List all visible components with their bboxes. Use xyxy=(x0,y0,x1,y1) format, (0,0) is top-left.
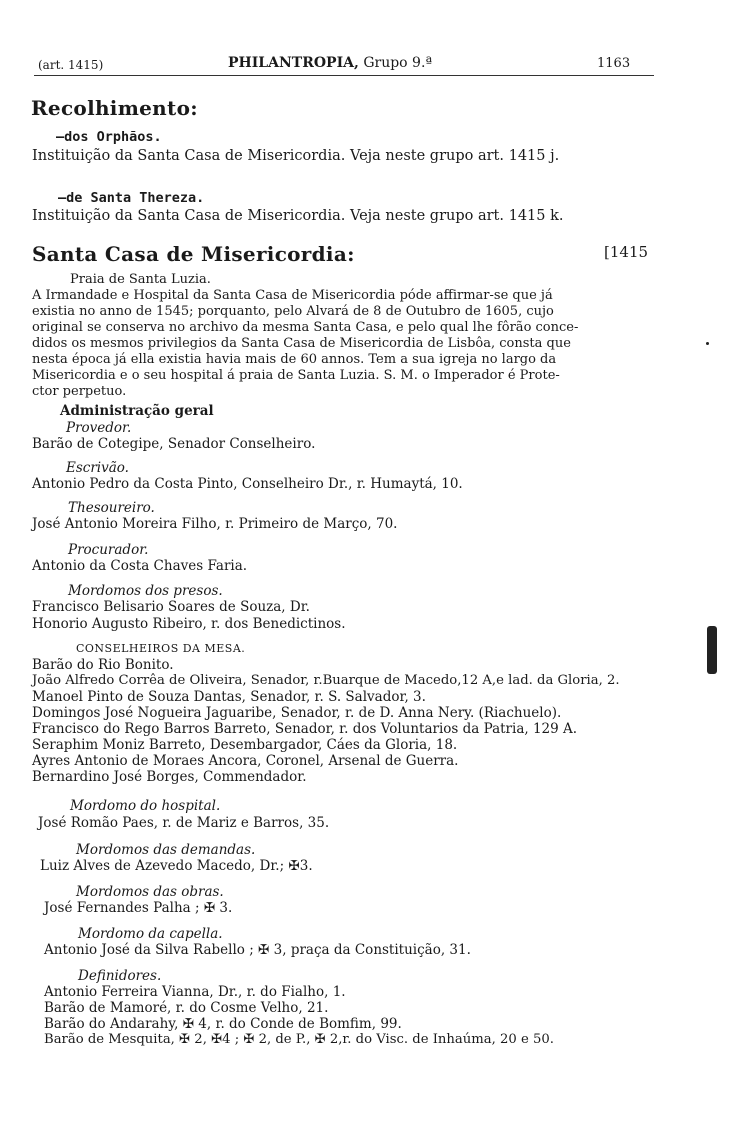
conselheiro-item: Francisco do Rego Barros Barreto, Senador, r. dos Voluntarios da Patria, 129 A. xyxy=(32,721,578,737)
paragraph-line: existia no anno de 1545; porquanto, pelo Alvará de 8 de Outubro de 1605, cujo xyxy=(32,304,554,319)
thesoureiro-label: Thesoureiro. xyxy=(68,500,155,516)
definidor-item: Antonio Ferreira Vianna, Dr., r. do Fialho, 1. xyxy=(44,984,346,1000)
mordomos-obras-name: José Fernandes Palha ; ✠ 3. xyxy=(44,900,233,916)
conselheiro-item: Barão do Rio Bonito. xyxy=(32,657,174,673)
paragraph-line: ctor perpetuo. xyxy=(32,384,127,399)
page-number: 1163 xyxy=(597,56,631,71)
mordomos-obras-label: Mordomos das obras. xyxy=(76,884,224,900)
provedor-name: Barão de Cotegipe, Senador Conselheiro. xyxy=(32,436,316,452)
definidores-label: Definidores. xyxy=(78,968,162,984)
header-title-rest: Grupo 9.ª xyxy=(363,55,433,71)
definidor-item: Barão de Mesquita, ✠ 2, ✠4 ; ✠ 2, de P., ✠ 2,r. do Visc. de Inhaúma, 20 e 50. xyxy=(44,1032,554,1047)
paragraph-line: Misericordia e o seu hospital á praia de Santa Luzia. S. M. o Imperador é Prote- xyxy=(32,368,560,383)
ink-speck xyxy=(706,342,709,345)
mordomos-demandas-name: Luiz Alves de Azevedo Macedo, Dr.; ✠3. xyxy=(40,858,313,874)
header-article-ref: (art. 1415) xyxy=(38,58,104,72)
paragraph-line: nesta época já ella existia havia mais de 60 annos. Tem a sua igreja no largo da xyxy=(32,352,557,367)
paragraph-line: didos os mesmos privilegios da Santa Casa de Misericordia de Lisbôa, consta que xyxy=(32,336,571,351)
escrivao-name: Antonio Pedro da Costa Pinto, Conselheiro Dr., r. Humaytá, 10. xyxy=(32,476,463,492)
mordomos-demandas-label: Mordomos das demandas. xyxy=(76,842,256,858)
santa-casa-ref: [1415 xyxy=(604,243,649,261)
escrivao-label: Escrivão. xyxy=(66,460,129,476)
conselheiro-item: Seraphim Moniz Barreto, Desembargador, Cáes da Gloria, 18. xyxy=(32,737,458,753)
definidor-item: Barão de Mamoré, r. do Cosme Velho, 21. xyxy=(44,1000,329,1016)
procurador-name: Antonio da Costa Chaves Faria. xyxy=(32,558,248,574)
thereza-title: —de Santa Thereza. xyxy=(58,190,205,206)
conselheiro-item: Bernardino José Borges, Commendador. xyxy=(32,769,307,785)
mordomo-hospital-label: Mordomo do hospital. xyxy=(70,798,221,814)
header-title xyxy=(228,55,432,71)
procurador-label: Procurador. xyxy=(68,542,149,558)
thesoureiro-name: José Antonio Moreira Filho, r. Primeiro de Março, 70. xyxy=(32,516,398,532)
mordomos-presos-item: Francisco Belisario Soares de Souza, Dr. xyxy=(32,599,310,615)
mordomo-capella-label: Mordomo da capella. xyxy=(78,926,223,942)
mordomos-presos-item: Honorio Augusto Ribeiro, r. dos Benedictinos. xyxy=(32,616,346,632)
orphaos-title: —dos Orphãos. xyxy=(56,129,162,145)
mordomo-capella-name: Antonio José da Silva Rabello ; ✠ 3, praça da Constituição, 31. xyxy=(44,942,471,958)
santa-casa-heading: Santa Casa de Misericordia: xyxy=(32,242,355,266)
conselheiro-item: João Alfredo Corrêa de Oliveira, Senador, r.Buarque de Macedo,12 A,e lad. da Gloria, 2. xyxy=(32,673,620,688)
conselheiros-label: CONSELHEIROS DA MESA. xyxy=(76,642,246,655)
conselheiro-item: Manoel Pinto de Souza Dantas, Senador, r. S. Salvador, 3. xyxy=(32,689,426,705)
conselheiro-item: Ayres Antonio de Moraes Ancora, Coronel, Arsenal de Guerra. xyxy=(32,753,459,769)
recolhimento-heading: Recolhimento: xyxy=(31,96,198,120)
paragraph-line: original se conserva no archivo da mesma Santa Casa, e pelo qual lhe fôrão conce- xyxy=(32,320,579,335)
paragraph-line: A Irmandade e Hospital da Santa Casa de Misericordia póde affirmar-se que já xyxy=(32,288,553,303)
header-title-bold: PHILANTROPIA, xyxy=(228,55,359,71)
conselheiro-item: Domingos José Nogueira Jaguaribe, Senador, r. de D. Anna Nery. (Riachuelo). xyxy=(32,705,562,721)
admin-heading: Administração geral xyxy=(60,403,214,419)
santa-casa-address: Praia de Santa Luzia. xyxy=(70,272,211,287)
ink-blot xyxy=(707,626,717,674)
thereza-text: Instituição da Santa Casa de Misericordia. Veja neste grupo art. 1415 k. xyxy=(32,208,564,224)
mordomos-presos-label: Mordomos dos presos. xyxy=(68,583,223,599)
definidor-item: Barão do Andarahy, ✠ 4, r. do Conde de Bomfim, 99. xyxy=(44,1016,402,1032)
mordomo-hospital-name: José Romão Paes, r. de Mariz e Barros, 35. xyxy=(38,815,330,831)
header-rule xyxy=(34,75,654,76)
orphaos-text: Instituição da Santa Casa de Misericordia. Veja neste grupo art. 1415 j. xyxy=(32,148,560,164)
provedor-label: Provedor. xyxy=(66,420,132,436)
